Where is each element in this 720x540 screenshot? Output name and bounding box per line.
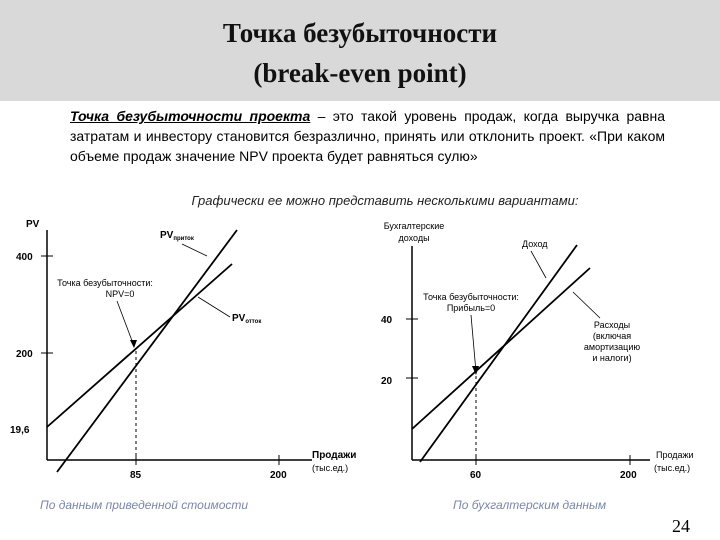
- revenue-label: Доход: [522, 239, 548, 249]
- left-graph: [10, 219, 356, 481]
- right-break-even-value: Прибыль=0: [446, 303, 496, 313]
- right-break-even-leader: [471, 315, 476, 372]
- left-break-even-leader: [117, 301, 134, 346]
- pv-outflow-line: [47, 264, 232, 427]
- expenses-leader: [573, 292, 600, 318]
- right-y-tick-label-40: 40: [381, 315, 393, 326]
- graphs-subtitle: Графически ее можно представить несколькими вариантами:: [191, 193, 579, 208]
- right-y-tick-label-20: 20: [381, 376, 393, 387]
- left-y-tick-label-19-6: 19,6: [10, 425, 30, 436]
- revenue-line: [420, 245, 577, 462]
- left-y-axis-label: PV: [26, 219, 40, 230]
- definition-body: – это такой уровень продаж, когда выручка равна затратам и инвестору становится безразлично, принять или отклонить проект. «При каком объеме продаж значение NPV проекта будет равняться сулю»: [70, 108, 665, 164]
- pv-inflow-label: $PV_{приток}$: [160, 230, 194, 242]
- left-break-even-arrow: [130, 340, 137, 348]
- revenue-leader: [531, 251, 546, 278]
- right-x-tick-label-60: 60: [470, 470, 482, 481]
- left-break-even-value: NPV=0: [105, 289, 135, 299]
- right-graph: [381, 221, 694, 481]
- right-break-even-label: Точка безубыточности:: [423, 292, 519, 302]
- right-graph-caption: По бухгалтерским данным: [453, 498, 607, 512]
- left-y-tick-label-400: 400: [16, 252, 33, 263]
- slide-title-english: (break-even point): [253, 58, 467, 88]
- left-x-tick-label-85: 85: [130, 470, 142, 481]
- expenses-label: Расходы: [593, 320, 631, 330]
- left-x-axis-unit: (тыс.ед.): [312, 463, 349, 473]
- expenses-label-4: и налоги): [592, 353, 632, 363]
- expenses-label-2: (включая: [592, 331, 632, 341]
- pv-inflow-line: [57, 230, 237, 472]
- page-number: 24: [672, 516, 690, 536]
- pv-inflow-leader: [182, 244, 207, 256]
- right-y-axis-label-2: доходы: [398, 233, 430, 243]
- pv-outflow-leader: [198, 297, 230, 317]
- left-x-axis-label: Продажи: [312, 450, 357, 461]
- right-x-axis-label: Продажи: [656, 450, 694, 460]
- left-x-tick-label-200: 200: [270, 470, 287, 481]
- definition-term: Точка безубыточности проекта: [70, 108, 311, 124]
- left-y-tick-label-200: 200: [16, 349, 33, 360]
- slide-title: Точка безубыточности: [222, 18, 498, 48]
- left-break-even-label: Точка безубыточности:: [57, 278, 153, 288]
- expenses-label-3: амортизацию: [583, 342, 641, 352]
- right-x-tick-label-200: 200: [620, 470, 637, 481]
- right-x-axis-unit: (тыс.ед.): [654, 463, 691, 473]
- right-y-axis-label: Бухгалтерские: [383, 221, 445, 231]
- pv-outflow-label: $PV_{отток}$: [232, 313, 262, 325]
- left-graph-caption: По данным приведенной стоимости: [40, 498, 249, 512]
